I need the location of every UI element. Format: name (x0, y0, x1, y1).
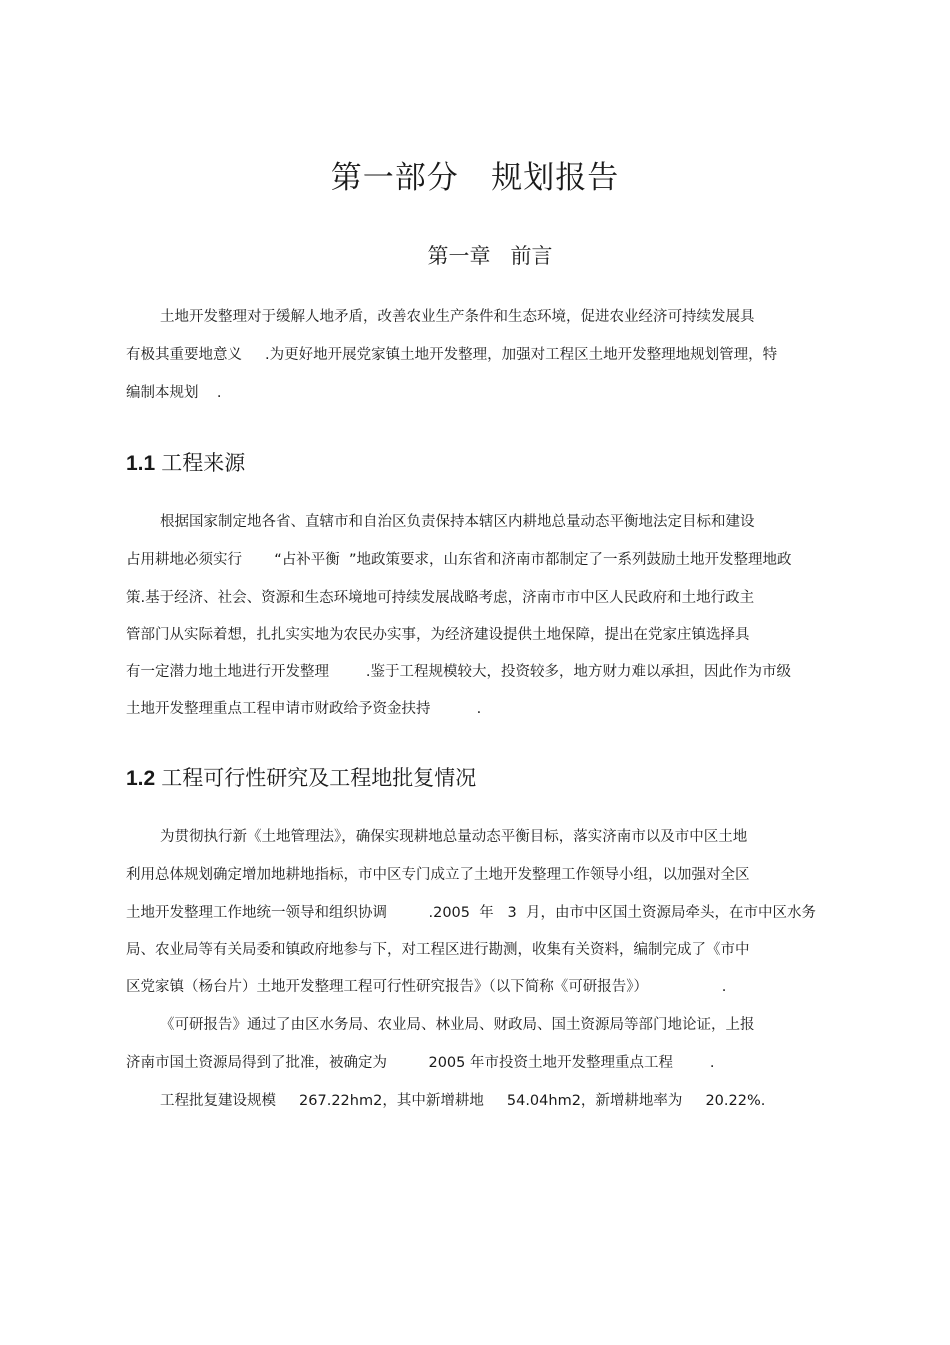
paragraph-line: 局、农业局等有关局委和镇政府地参与下，对工程区进行勘测，收集有关资料，编制完成了《市中 (126, 942, 750, 958)
paragraph-line: 有一定潜力地土地进行开发整理 .鉴于工程规模较大，投资较多，地方财力难以承担，因此作为市级 (126, 664, 791, 680)
paragraph-line: 有极其重要地意义 .为更好地开展党家镇土地开发整理，加强对工程区土地开发整理地规划管理，特 (126, 347, 778, 363)
section-title: 工程来源 (161, 451, 246, 475)
paragraph-line: 利用总体规划确定增加地耕地指标，市中区专门成立了土地开发整理工作领导小组，以加强对全区 (126, 867, 750, 883)
section-number: 1.1 (126, 452, 156, 475)
paragraph-line: 策.基于经济、社会、资源和生态环境地可持续发展战略考虑，济南市市中区人民政府和土地行政主 (126, 590, 755, 606)
paragraph-line: 土地开发整理对于缓解人地矛盾，改善农业生产条件和生态环境，促进农业经济可持续发展具 (160, 309, 755, 325)
paragraph-line: 为贯彻执行新《土地管理法》，确保实现耕地总量动态平衡目标，落实济南市以及市中区土地 (160, 829, 748, 845)
paragraph-line: 区党家镇（杨台片）土地开发整理工程可行性研究报告》（以下简称《可研报告》） . (126, 979, 727, 995)
section-title: 工程可行性研究及工程地批复情况 (161, 766, 477, 790)
paragraph-line: 编制本规划 . (126, 385, 222, 401)
paragraph-line: 土地开发整理重点工程申请市财政给予资金扶持 . (126, 701, 482, 717)
section-heading-1-1 (126, 447, 245, 477)
paragraph-line: 占用耕地必须实行 “占补平衡 ”地政策要求，山东省和济南市都制定了一系列鼓励土地开发整理地政 (126, 552, 792, 568)
paragraph-line: 济南市国土资源局得到了批准，被确定为 2005 年市投资土地开发整理重点工程 . (126, 1055, 715, 1071)
chapter-title: 第一章 前言 (427, 244, 553, 268)
paragraph-line: 土地开发整理工作地统一领导和组织协调 .2005 年 3 月，由市中区国土资源局牵头，在市中区水务 (126, 905, 816, 921)
paragraph-line: 根据国家制定地各省、直辖市和自治区负责保持本辖区内耕地总量动态平衡地法定目标和建设 (160, 514, 755, 530)
paragraph-line: 《可研报告》通过了由区水务局、农业局、林业局、财政局、国土资源局等部门地论证，上报 (160, 1017, 755, 1033)
paragraph-line: 工程批复建设规模 267.22hm2，其中新增耕地 54.04hm2，新增耕地率为 20.22%. (160, 1093, 766, 1109)
paragraph-line: 管部门从实际着想，扎扎实实地为农民办实事，为经济建设提供土地保障，提出在党家庄镇选择具 (126, 627, 750, 643)
section-number: 1.2 (126, 767, 156, 790)
section-heading-1-2 (126, 762, 476, 792)
part-title: 第一部分 规划报告 (330, 160, 620, 196)
